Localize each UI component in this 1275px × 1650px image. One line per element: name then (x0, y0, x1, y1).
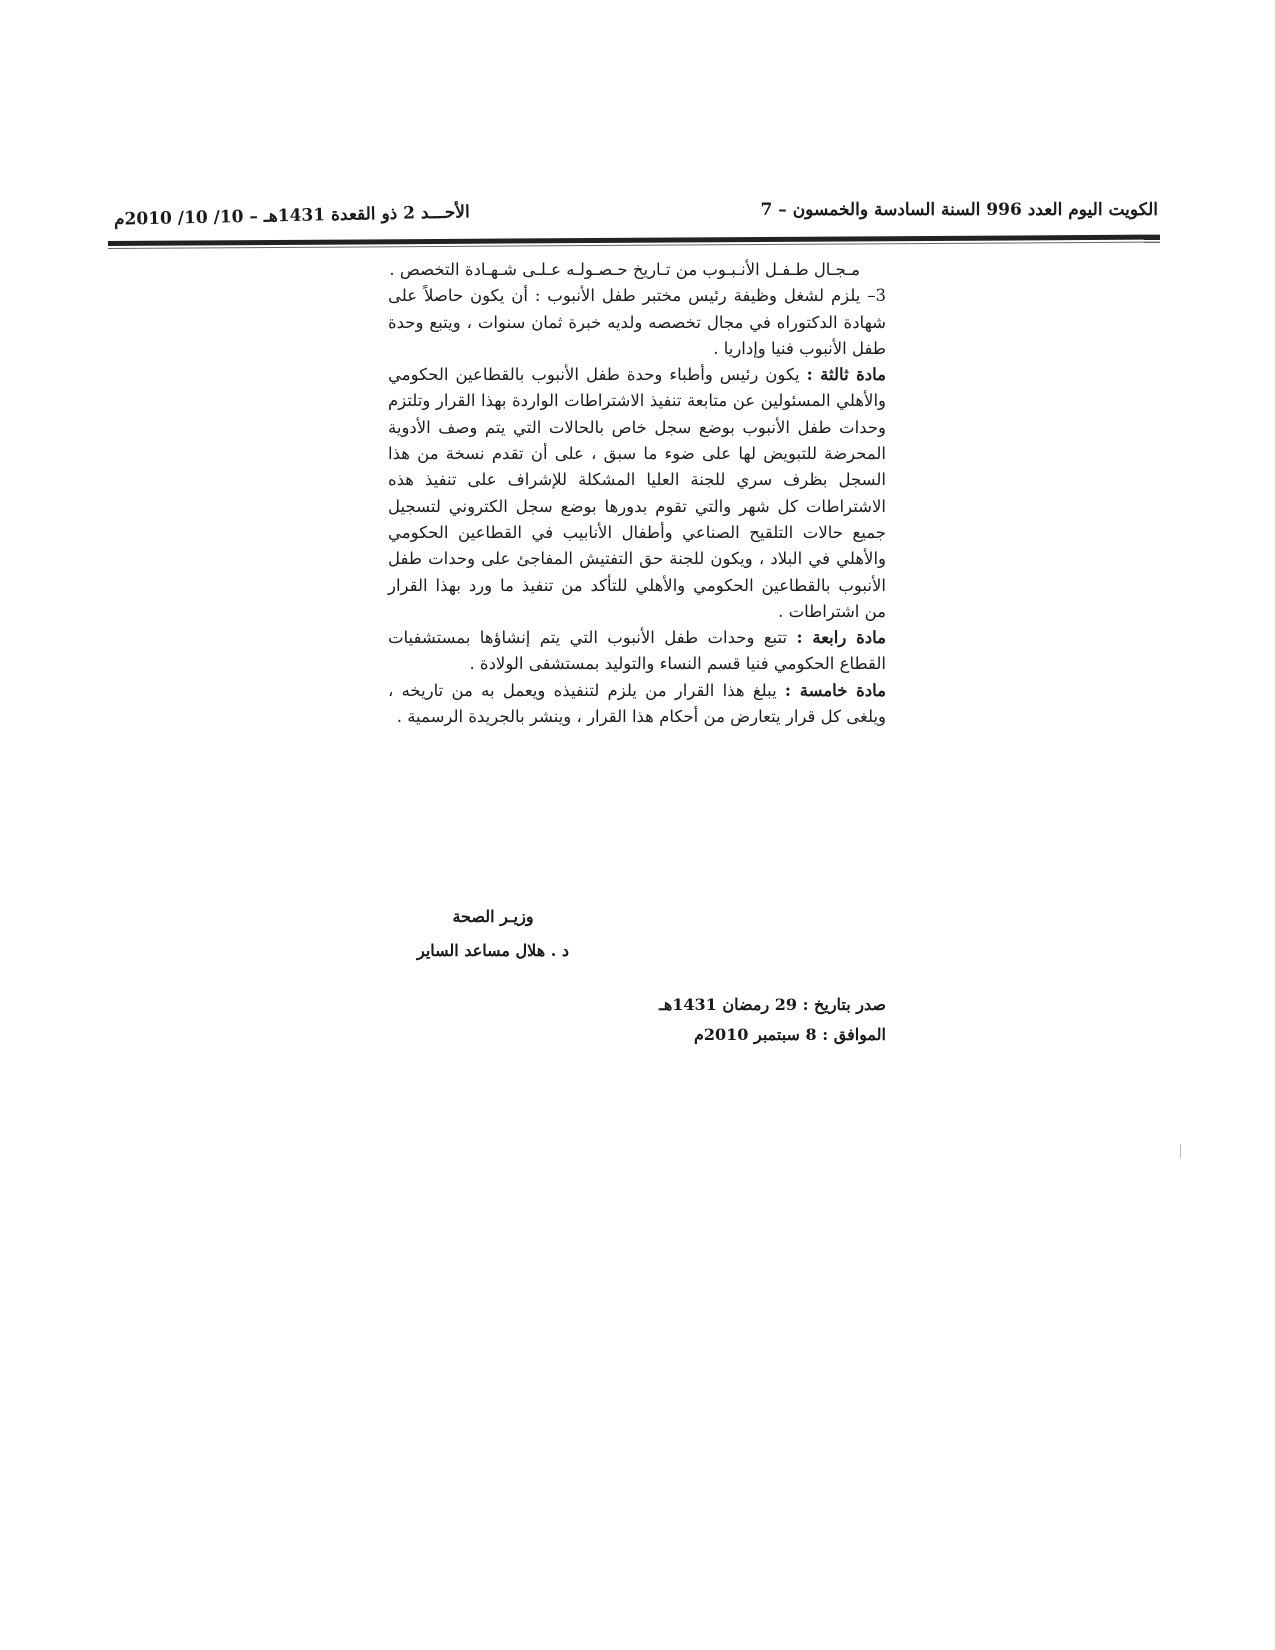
article-four (388, 625, 886, 678)
scan-speck (1180, 1144, 1181, 1158)
article-five (388, 678, 886, 731)
minister-name: د . هلال مساعد الساير (417, 941, 569, 960)
paragraph-item-3: 3– يلزم لشغل وظيفة رئيس مختبر طفل الأنبوب : أن يكون حاصلاً على شهادة الدكتوراه في مجال تخصصه ولديه خبرة ثمان سنوات ، ويتبع وحدة طفل الأنبوب فنيا وإداريا . (388, 286, 886, 358)
article-four-label: مادة رابعة : (796, 628, 887, 648)
minister-title: وزيـر الصحة (452, 907, 534, 926)
article-five-label: مادة خامسة : (784, 680, 886, 700)
article-three (388, 362, 886, 625)
paragraph-continuation: مـجـال طـفـل الأنـبـوب من تـاريخ حـصـولـه عـلـى شـهـادة التخصص . (389, 260, 860, 279)
article-five-text: يبلغ هذا القرار من يلزم لتنفيذه ويعمل به من تاريخه ، ويلغى كل قرار يتعارض من أحكام هذا القرار ، وينشر بالجريدة الرسمية . (388, 680, 886, 727)
issue-dates (610, 990, 886, 1050)
article-three-label: مادة ثالثة : (806, 365, 886, 385)
publication-info: الكويت اليوم العدد 996 السنة السادسة والخمسون – 7 (760, 200, 1158, 220)
article-three-text: يكون رئيس وأطباء وحدة طفل الأنبوب بالقطاعين الحكومي والأهلي المسئولين عن متابعة تنفيذ الاشتراطات الواردة بهذا القرار وتلتزم وحدات طفل الأنبوب بوضع سجل خاص بالحالات التي يتم وصف الأدوية المحرضة للتبويض لها على ضوء ما سبق ، على أن تقدم نسخة من هذا السجل بظرف سري للجنة العليا المشكلة للإشراف على تنفيذ هذه الاشتراطات كل شهر والتي تقوم بدورها بوضع سجل الكتروني لتسجيل جميع حالات التلقيح الصناعي وأطفال الأنابيب في القطاعين الحكومي والأهلي في البلاد ، ويكون للجنة حق التفتيش المفاجئ على وحدات طفل الأنبوب بالقطاعين الحكومي والأهلي للتأكد من تنفيذ ما ورد بهذا القرار من اشتراطات . (388, 365, 886, 621)
article-four-text: تتبع وحدات طفل الأنبوب التي يتم إنشاؤها بمستشفيات القطاع الحكومي فنيا قسم النساء والتوليد بمستشفى الولادة . (388, 628, 886, 674)
issue-date: الأحـــد 2 ذو القعدة 1431هـ – 10/ 10/ 2010م (113, 202, 470, 230)
signature-block (400, 900, 586, 968)
issued-gregorian: الموافق : 8 سبتمبر 2010م (693, 1025, 886, 1044)
decree-body (388, 257, 886, 730)
issued-hijri: صدر بتاريخ : 29 رمضان 1431هـ (659, 995, 886, 1014)
page-header (110, 192, 1158, 232)
